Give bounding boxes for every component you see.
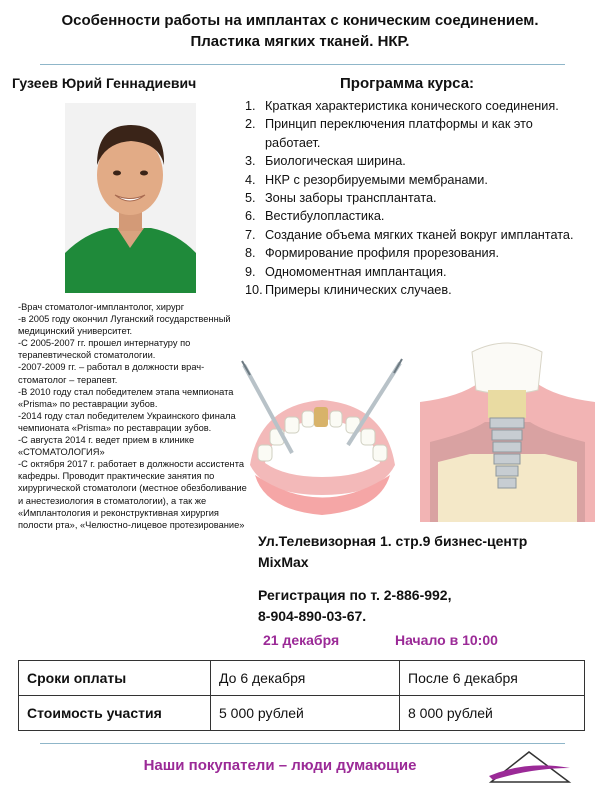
table-row [19,661,585,696]
bio-line: -С 2005-2007 гг. прошел интернатуру по терапевтической стоматологии. [18,338,191,361]
program-item [245,115,590,152]
pricing-row-label: Сроки оплаты [19,661,211,696]
program-item-text: Вестибулопластика. [265,209,385,224]
event-start-time: Начало в 10:00 [395,632,498,648]
program-item [245,281,590,299]
program-item-number: 3. [245,154,256,169]
venue-address [258,531,588,573]
pricing-late-cell: 8 000 рублей [400,696,585,731]
program-item-text: Краткая характеристика конического соединения. [265,99,559,113]
program-item-text: Принцип переключения платформы и как это работает. [265,117,533,150]
program-item-text: Биологическая ширина. [265,154,406,169]
program-item [245,152,590,170]
header-divider [40,64,565,65]
program-item-text: Примеры клинических случаев. [265,283,452,298]
program-item-number: 10. [245,283,263,298]
bio-line: -2007-2009 гг. – работал в должности врач-стоматолог – терапевт. [18,362,205,385]
program-item-number: 6. [245,209,256,224]
bio-line: -Врач стоматолог-имплантолог, хирург [18,302,185,312]
lecturer-photo [65,103,196,293]
bio-line: -В 2010 году стал победителем этапа чемпионата «Prisma» по реставрации зубов. [18,386,234,409]
address-line-1: Ул.Телевизорная 1. стр.9 бизнес-центр [258,533,528,549]
program-item-number: 1. [245,99,256,113]
program-item [245,244,590,262]
program-item-number: 5. [245,191,256,206]
title-line-1: Особенности работы на имплантах с коническим соединением. [61,12,539,29]
program-item-text: Зоны заборы трансплантата. [265,191,437,206]
registration-contacts [258,585,588,627]
page-title [0,10,600,52]
program-item-number: 2. [245,117,256,132]
footer-divider [40,743,565,744]
lecturer-bio [18,301,250,531]
program-item-number: 9. [245,264,256,279]
address-line-2: MixMax [258,554,309,570]
jaw-surgery-illustration [230,345,415,520]
program-heading: Программа курса: [340,75,475,92]
registration-line-1: Регистрация по т. 2-886-992, [258,587,452,603]
bio-line: -С августа 2014 г. ведет прием в клинике «СТОМАТОЛОГИЯ» [18,435,195,458]
program-item [245,226,590,244]
footer-slogan: Наши покупатели – люди думающие [143,757,417,774]
program-item-number: 7. [245,227,256,242]
program-item-number: 8. [245,246,256,261]
program-list [245,97,590,299]
bio-line: -в 2005 году окончил Луганский государственный медицинский университет. [18,314,231,337]
pricing-late-cell: После 6 декабря [400,661,585,696]
event-date: 21 декабря [263,632,340,648]
registration-line-2: 8-904-890-03-67. [258,608,367,624]
program-item [245,263,590,281]
program-item [245,171,590,189]
lecturer-name: Гузеев Юрий Геннадиевич [12,75,197,91]
pricing-early-cell: До 6 декабря [211,661,400,696]
program-item-text: НКР с резорбируемыми мембранами. [265,172,488,187]
program-item-number: 4. [245,172,256,187]
table-row [19,696,585,731]
bio-line: -2014 году стал победителем Украинского финала чемпионата «Prisma» по реставрации зубов. [18,410,236,433]
pricing-early-cell: 5 000 рублей [211,696,400,731]
program-item-text: Одномоментная имплантация. [265,264,447,279]
implant-cross-section-illustration [420,342,595,522]
pricing-table [18,660,585,731]
program-item [245,97,590,115]
program-item-text: Формирование профиля прорезования. [265,246,500,261]
program-item [245,189,590,207]
pricing-row-label: Стоимость участия [19,696,211,731]
program-item [245,207,590,225]
bio-line: -С октября 2017 г. работает в должности ассистента кафедры. Проводит практические занятия по хирургической стоматологи (местное обезболивание и анестезиология в стоматологии), а так же «Имплантология и реконструктивная хирургия полости рта», «Челюстно-лицевое протезирование» [18,459,247,530]
title-line-2: Пластика мягких тканей. НКР. [190,33,410,50]
company-logo [487,748,572,786]
program-item-text: Создание объема мягких тканей вокруг имплантата. [265,227,574,242]
